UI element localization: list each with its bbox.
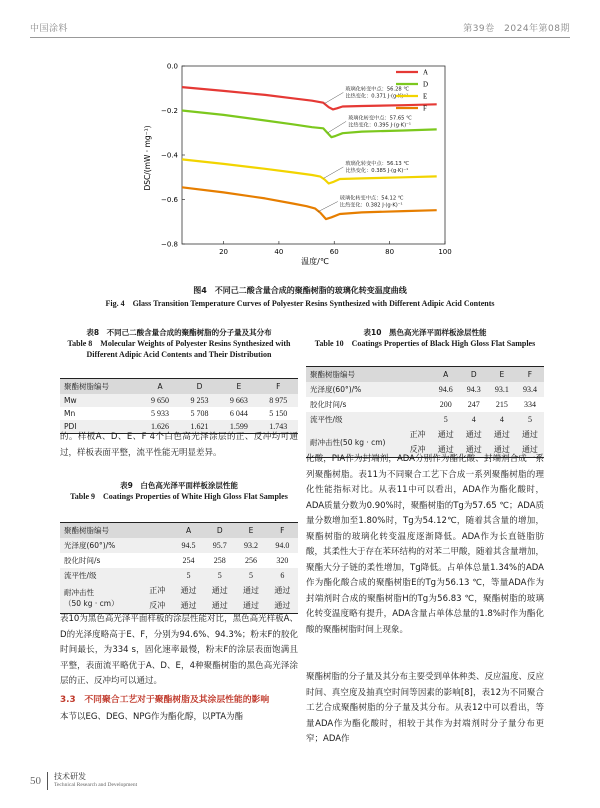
y-tick-label: −0.8 (161, 240, 178, 249)
table-row (60, 538, 298, 553)
issue-info: 第39卷 2024年第08期 (463, 24, 570, 34)
impact-unit-text: （50 kg · cm） (64, 599, 119, 608)
impact-label (60, 583, 142, 614)
x-tick-label: 100 (438, 248, 452, 256)
table-cell: 胶化时间/s (310, 400, 347, 409)
legend-label: E (423, 92, 428, 101)
figure-caption-en: Fig. 4 Glass Transition Temperature Curves of Polyester Resins Synthesized with Different Adipic Acid Contents (105, 299, 495, 308)
table-cell: 200 (439, 400, 452, 409)
table-cell: 1.621 (180, 420, 219, 434)
table-cell: 9 253 (180, 394, 219, 407)
table-row (306, 397, 544, 412)
page-header (30, 18, 570, 38)
journal-name: 中国涂料 (30, 24, 69, 34)
annotation-cp: 比热变化：0.385 J·(g·K)⁻¹ (345, 168, 409, 175)
table-cell: 93.1 (488, 382, 516, 397)
annotation-tg: 玻璃化转变中点：54.12 ℃ (339, 195, 404, 202)
table-cell: 通过 (460, 427, 488, 442)
y-tick-label: 0.0 (166, 62, 178, 71)
table-header-cell: E (235, 523, 266, 539)
table-row (306, 412, 544, 427)
footer-section-subtitle: Technical Research and Development (54, 782, 138, 788)
page-number: 50 (30, 775, 41, 787)
footer-section-title: 技术研发 (54, 772, 86, 781)
table-cell: 6 (267, 568, 298, 583)
table-cell: 4 (488, 412, 516, 427)
table10-caption (306, 327, 544, 349)
table-cell: 通过 (267, 598, 298, 614)
impact-label-text: 耐冲击性(50 kg · cm) (310, 437, 386, 447)
table-cell: 通过 (516, 442, 544, 458)
table-cell: 流平性/级 (60, 568, 173, 583)
table-header-cell: E (488, 367, 516, 383)
table-cell: 6 044 (229, 409, 248, 418)
table-cell: 5 (204, 568, 235, 583)
annotation-cp: 比热变化：0.395 J·(g·K)⁻¹ (348, 122, 411, 129)
x-tick-label: 20 (219, 248, 228, 256)
table-cell: 254 (182, 556, 195, 565)
table-cell: 95.7 (204, 538, 235, 553)
section-3-3-heading: 3.3 不同聚合工艺对于聚酯树脂及其涂层性能的影响 (60, 695, 270, 705)
table-header-cell: A (173, 523, 204, 539)
table-cell: 215 (495, 400, 508, 409)
table-header-row (60, 379, 298, 395)
table-header-row (306, 367, 544, 383)
table-row (60, 394, 298, 407)
annotation-tg: 玻璃化转变中点：57.65 ℃ (348, 115, 412, 122)
table-cell: 通过 (488, 427, 516, 442)
table-header-cell: D (204, 523, 235, 539)
table-cell: Mn (64, 409, 76, 418)
table-cell: 反冲 (404, 442, 432, 458)
table-header-cell: A (432, 367, 460, 383)
y-tick-label: −0.2 (161, 107, 178, 115)
table-cell: 94.0 (267, 538, 298, 553)
table10-caption-cn: 表10 黑色高光泽平面样板涂层性能 (363, 328, 487, 337)
table-cell: Mw (60, 394, 140, 407)
figure-caption-cn: 图4 不同己二酸含量合成的聚酯树脂的玻璃化转变温度曲线 (193, 286, 407, 295)
annotation-tg: 玻璃化转变中点：56.13 ℃ (345, 161, 410, 168)
table9-caption (60, 480, 298, 502)
table9-caption-cn: 表9 白色高光泽平面样板涂层性能 (120, 481, 238, 490)
table-row (60, 568, 298, 583)
table-cell: 1.743 (259, 420, 298, 434)
table-cell: 5 (235, 568, 266, 583)
table-cell: 8 975 (259, 394, 298, 407)
table-header-cell: F (516, 367, 544, 383)
footer-section (54, 772, 137, 790)
table8-caption-en: Table 8 Molecular Weights of Polyester Resins Synthesized with Different Adipic Acid Contents and Their Distribution (67, 339, 291, 359)
table-header-cell: 聚酯树脂编号 (60, 523, 173, 539)
legend-label: A (423, 68, 429, 77)
x-axis-label: 温度/℃ (301, 257, 329, 266)
table-cell: 247 (467, 400, 480, 409)
table-cell: 9 663 (219, 394, 258, 407)
table-cell: 94.5 (173, 538, 204, 553)
impact-label-text: 耐冲击性 (64, 588, 94, 597)
table10-caption-en: Table 10 Coatings Properties of Black High Gloss Flat Samples (314, 339, 536, 348)
annotation-leader (324, 92, 343, 103)
table-cell: 5 (516, 412, 544, 427)
table8-caption-cn: 表8 不同己二酸含量合成的聚酯树脂的分子量及其分布 (86, 328, 272, 337)
table-cell: 256 (245, 556, 258, 565)
table-header-cell: F (267, 523, 298, 539)
table-cell: 258 (213, 556, 226, 565)
table-cell: 5 933 (151, 409, 170, 418)
table-header-cell: D (180, 379, 219, 395)
legend-label: F (423, 104, 427, 113)
table-cell: 通过 (432, 442, 460, 458)
table-cell: 通过 (267, 583, 298, 598)
x-tick-label: 80 (385, 248, 395, 256)
table-cell: 93.2 (235, 538, 266, 553)
page-footer (30, 772, 137, 790)
table8 (60, 378, 298, 434)
table-header-cell: A (140, 379, 179, 395)
table-cell: 5 (432, 412, 460, 427)
table-cell: 通过 (460, 442, 488, 458)
x-tick-label: 40 (274, 248, 284, 256)
table-cell: 正冲 (142, 583, 173, 598)
table-header-cell: 聚酯树脂编号 (306, 367, 432, 383)
table-header-row (60, 523, 298, 539)
table-cell: 94.3 (460, 382, 488, 397)
table-cell: 流平性/级 (306, 412, 432, 427)
annotation-cp: 比热变化：0.382 J·(g·K)⁻¹ (339, 202, 403, 209)
annotation-leader (328, 121, 346, 132)
table-cell: 通过 (488, 442, 516, 458)
paragraph-molecular-weight: 聚酯树脂的分子量及其分布主要受到单体种类、反应温度、反应时间、真空度及抽真空时间等因素的影响[8]，表12为不同聚合工艺合成聚酯树脂的分子量及其分布。从表12中可以看出，等量ADA作为酯化酸时，相较于其作为封端剂时分子量分布更窄；ADA作 (306, 672, 545, 744)
y-tick-label: −0.4 (161, 151, 178, 160)
table8-caption (60, 327, 298, 360)
table-cell: 4 (460, 412, 488, 427)
legend-label: D (423, 80, 429, 89)
paragraph-table10-discussion: 表10为黑色高光泽平面样板的涂层性能对比，黑色高光样板A、D的光泽度略高于E、F，分别为94.6%、94.3%；粉末F的胶化时间最长，为334 s，固化速率最慢，粉末F的涂层表面饱满且平整，表面流平略优于A、D、E，4种聚酯树脂的黑色高光泽涂层的正、反冲均可以通过。 (60, 614, 298, 686)
table-cell: 光泽度(60°)/% (60, 538, 173, 553)
paragraph-intro: 的。样板A、D、E、F 4个白色高光泽涂层的正、反冲均可通过，样板表面平整，流平性能无明显差异。 (60, 432, 298, 458)
table-cell: 93.4 (516, 382, 544, 397)
annotation-leader (324, 167, 344, 178)
table-cell: PDI (60, 420, 140, 434)
table-cell: 通过 (235, 598, 266, 614)
table-cell: 正冲 (404, 427, 432, 442)
paragraph-section-3-3: 本节以EG、DEG、NPG作为酯化醇，以PTA为酯 (60, 712, 244, 722)
table-cell: 通过 (235, 583, 266, 598)
annotation-tg: 玻璃化转变中点：56.28 ℃ (345, 86, 410, 93)
table-row (60, 407, 298, 420)
table-header-cell: D (460, 367, 488, 383)
table-cell: 5 708 (190, 409, 209, 418)
table-cell: 1.599 (219, 420, 258, 434)
table-cell: 反冲 (142, 598, 173, 614)
table-cell: 通过 (204, 583, 235, 598)
annotation-leader (318, 202, 338, 212)
table-cell: 通过 (432, 427, 460, 442)
footer-divider (47, 772, 48, 790)
table-row (60, 583, 298, 598)
table-cell: 通过 (173, 583, 204, 598)
table-row (306, 427, 544, 442)
table-cell: 5 150 (269, 409, 288, 418)
table-cell: 通过 (204, 598, 235, 614)
table-cell: 1.626 (140, 420, 179, 434)
table-row (306, 382, 544, 397)
table9-caption-en: Table 9 Coatings Properties of White High Gloss Flat Samples (70, 492, 288, 501)
table9 (60, 522, 298, 614)
y-tick-label: −0.6 (161, 196, 178, 204)
table-cell: 通过 (516, 427, 544, 442)
table-cell: 334 (523, 400, 536, 409)
dsc-chart (140, 58, 460, 268)
table-header-cell: F (259, 379, 298, 395)
paragraph-tg-analysis: 化酸，PIA作为封端剂，ADA分别作为酯化酸、封端剂合成一系列聚酯树脂。表11为不同聚合工艺下合成一系列聚酯树脂的理化性能指标对比。从表11中可以看出，ADA作为酯化酸时，ADA质量分数为0.90%时，聚酯树脂的Tg为57.65 ℃；ADA质量分数增加至1.80%时，Tg为54.12℃，随着其含量的增加，聚酯树脂的玻璃化转变温度逐渐降低。ADA作为长直链脂肪酸，其柔性大于存在苯环结构的对苯二甲酸，随着其含量增加，聚酯大分子链的柔性增加，Tg降低。占单体总量1.34%的ADA作为酯化酸合成的聚酯树脂E的Tg为56.13 ℃，等量ADA作为封端剂时合成的聚酯树脂H的Tg为56.83 ℃，聚酯树脂的玻璃化转变温度略有提升，ADA含量占单体总量的1.8%时作为酯化酸的聚酯树脂时间上现象。 (306, 454, 545, 635)
table-cell: 320 (276, 556, 289, 565)
table-header-cell: 聚酯树脂编号 (60, 379, 140, 395)
chart-annotations (318, 84, 412, 211)
y-axis-label: DSC/(mW · mg⁻¹) (143, 125, 152, 191)
table-cell: 胶化时间/s (64, 556, 101, 565)
x-tick-label: 60 (329, 248, 339, 256)
table-row (60, 553, 298, 568)
table-cell: 通过 (173, 598, 204, 614)
table-header-cell: E (219, 379, 258, 395)
table-cell: 94.6 (432, 382, 460, 397)
table-cell: 光泽度(60°)/% (306, 382, 432, 397)
table-cell: 9 650 (140, 394, 179, 407)
annotation-cp: 比热变化：0.371 J·(g·K)⁻¹ (345, 93, 409, 100)
table10 (306, 366, 544, 458)
table-cell: 5 (173, 568, 204, 583)
